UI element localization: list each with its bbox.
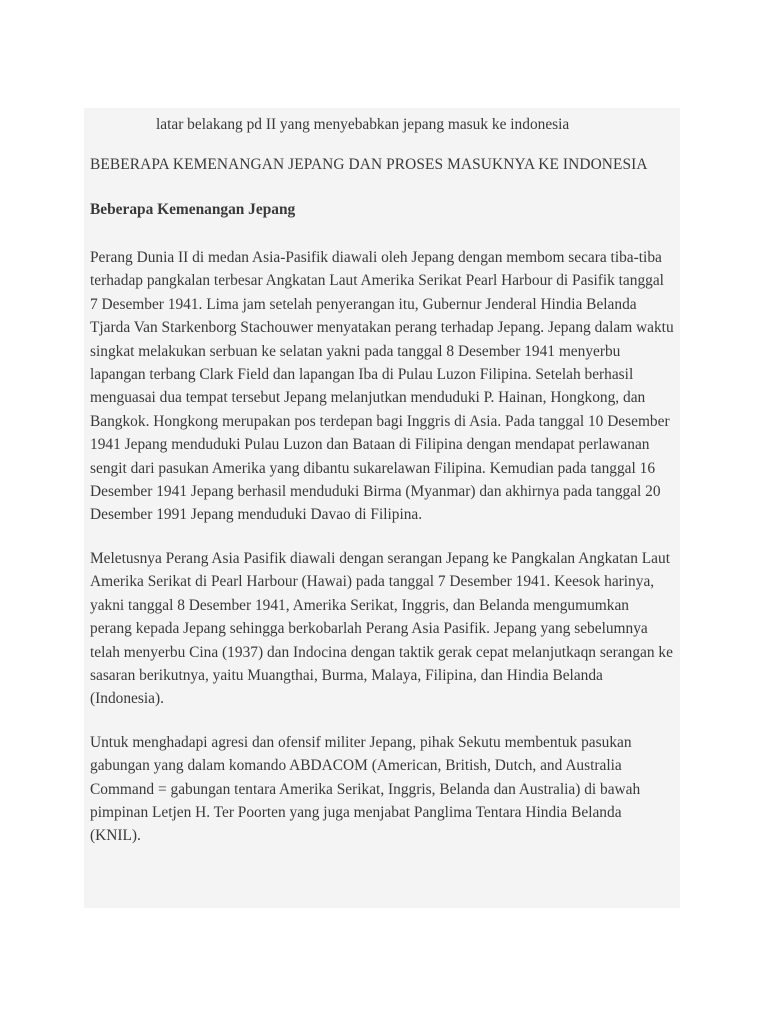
section-heading: Beberapa Kemenangan Jepang: [90, 201, 296, 218]
document-subtitle: latar belakang pd II yang menyebabkan jepang masuk ke indonesia: [156, 116, 570, 133]
document-content: [84, 108, 680, 908]
paragraph-2: Meletusnya Perang Asia Pasifik diawali dengan serangan Jepang ke Pangkalan Angkatan Laut Amerika Serikat di Pearl Harbour (Hawai) pada tanggal 7 Desember 1941. Keesok harinya, yakni tanggal 8 Desember 1941, Amerika Serikat, Inggris, dan Belanda mengumumkan perang kepada Jepang sehingga berkobarlah Perang Asia Pasifik. Jepang yang sebelumnya telah menyerbu Cina (1937) dan Indocina dengan taktik gerak cepat melanjutkaqn serangan ke sasaran berikutnya, yaitu Muangthai, Burma, Malaya, Filipina, dan Hindia Belanda (Indonesia).: [90, 549, 673, 708]
document-title: BEBERAPA KEMENANGAN JEPANG DAN PROSES MASUKNYA KE INDONESIA: [90, 156, 648, 173]
paragraph-3: Untuk menghadapi agresi dan ofensif militer Jepang, pihak Sekutu membentuk pasukan gabungan yang dalam komando ABDACOM (American, British, Dutch, and Australia Command = gabungan tentara Amerika Serikat, Inggris, Belanda dan Australia) di bawah pimpinan Letjen H. Ter Poorten yang juga menjabat Panglima Tentara Hindia Belanda (KNIL).: [90, 733, 641, 845]
paragraph-1: Perang Dunia II di medan Asia-Pasifik diawali oleh Jepang dengan membom secara tiba-tiba terhadap pangkalan terbesar Angkatan Laut Amerika Serikat Pearl Harbour di Pasifik tanggal 7 Desember 1941. Lima jam setelah penyerangan itu, Gubernur Jenderal Hindia Belanda Tjarda Van Starkenborg Stachouwer menyatakan perang terhadap Jepang. Jepang dalam waktu singkat melakukan serbuan ke selatan yakni pada tanggal 8 Desember 1941 menyerbu lapangan terbang Clark Field dan lapangan Iba di Pulau Luzon Filipina. Setelah berhasil menguasai dua tempat tersebut Jepang melanjutkan menduduki P. Hainan, Hongkong, dan Bangkok. Hongkong merupakan pos terdepan bagi Inggris di Asia. Pada tanggal 10 Desember 1941 Jepang menduduki Pulau Luzon dan Bataan di Filipina dengan mendapat perlawanan sengit dari pasukan Amerika yang dibantu sukarelawan Filipina. Kemudian pada tanggal 16 Desember 1941 Jepang berhasil menduduki Birma (Myanmar) dan akhirnya pada tanggal 20 Desember 1991 Jepang menduduki Davao di Filipina.: [90, 249, 674, 524]
